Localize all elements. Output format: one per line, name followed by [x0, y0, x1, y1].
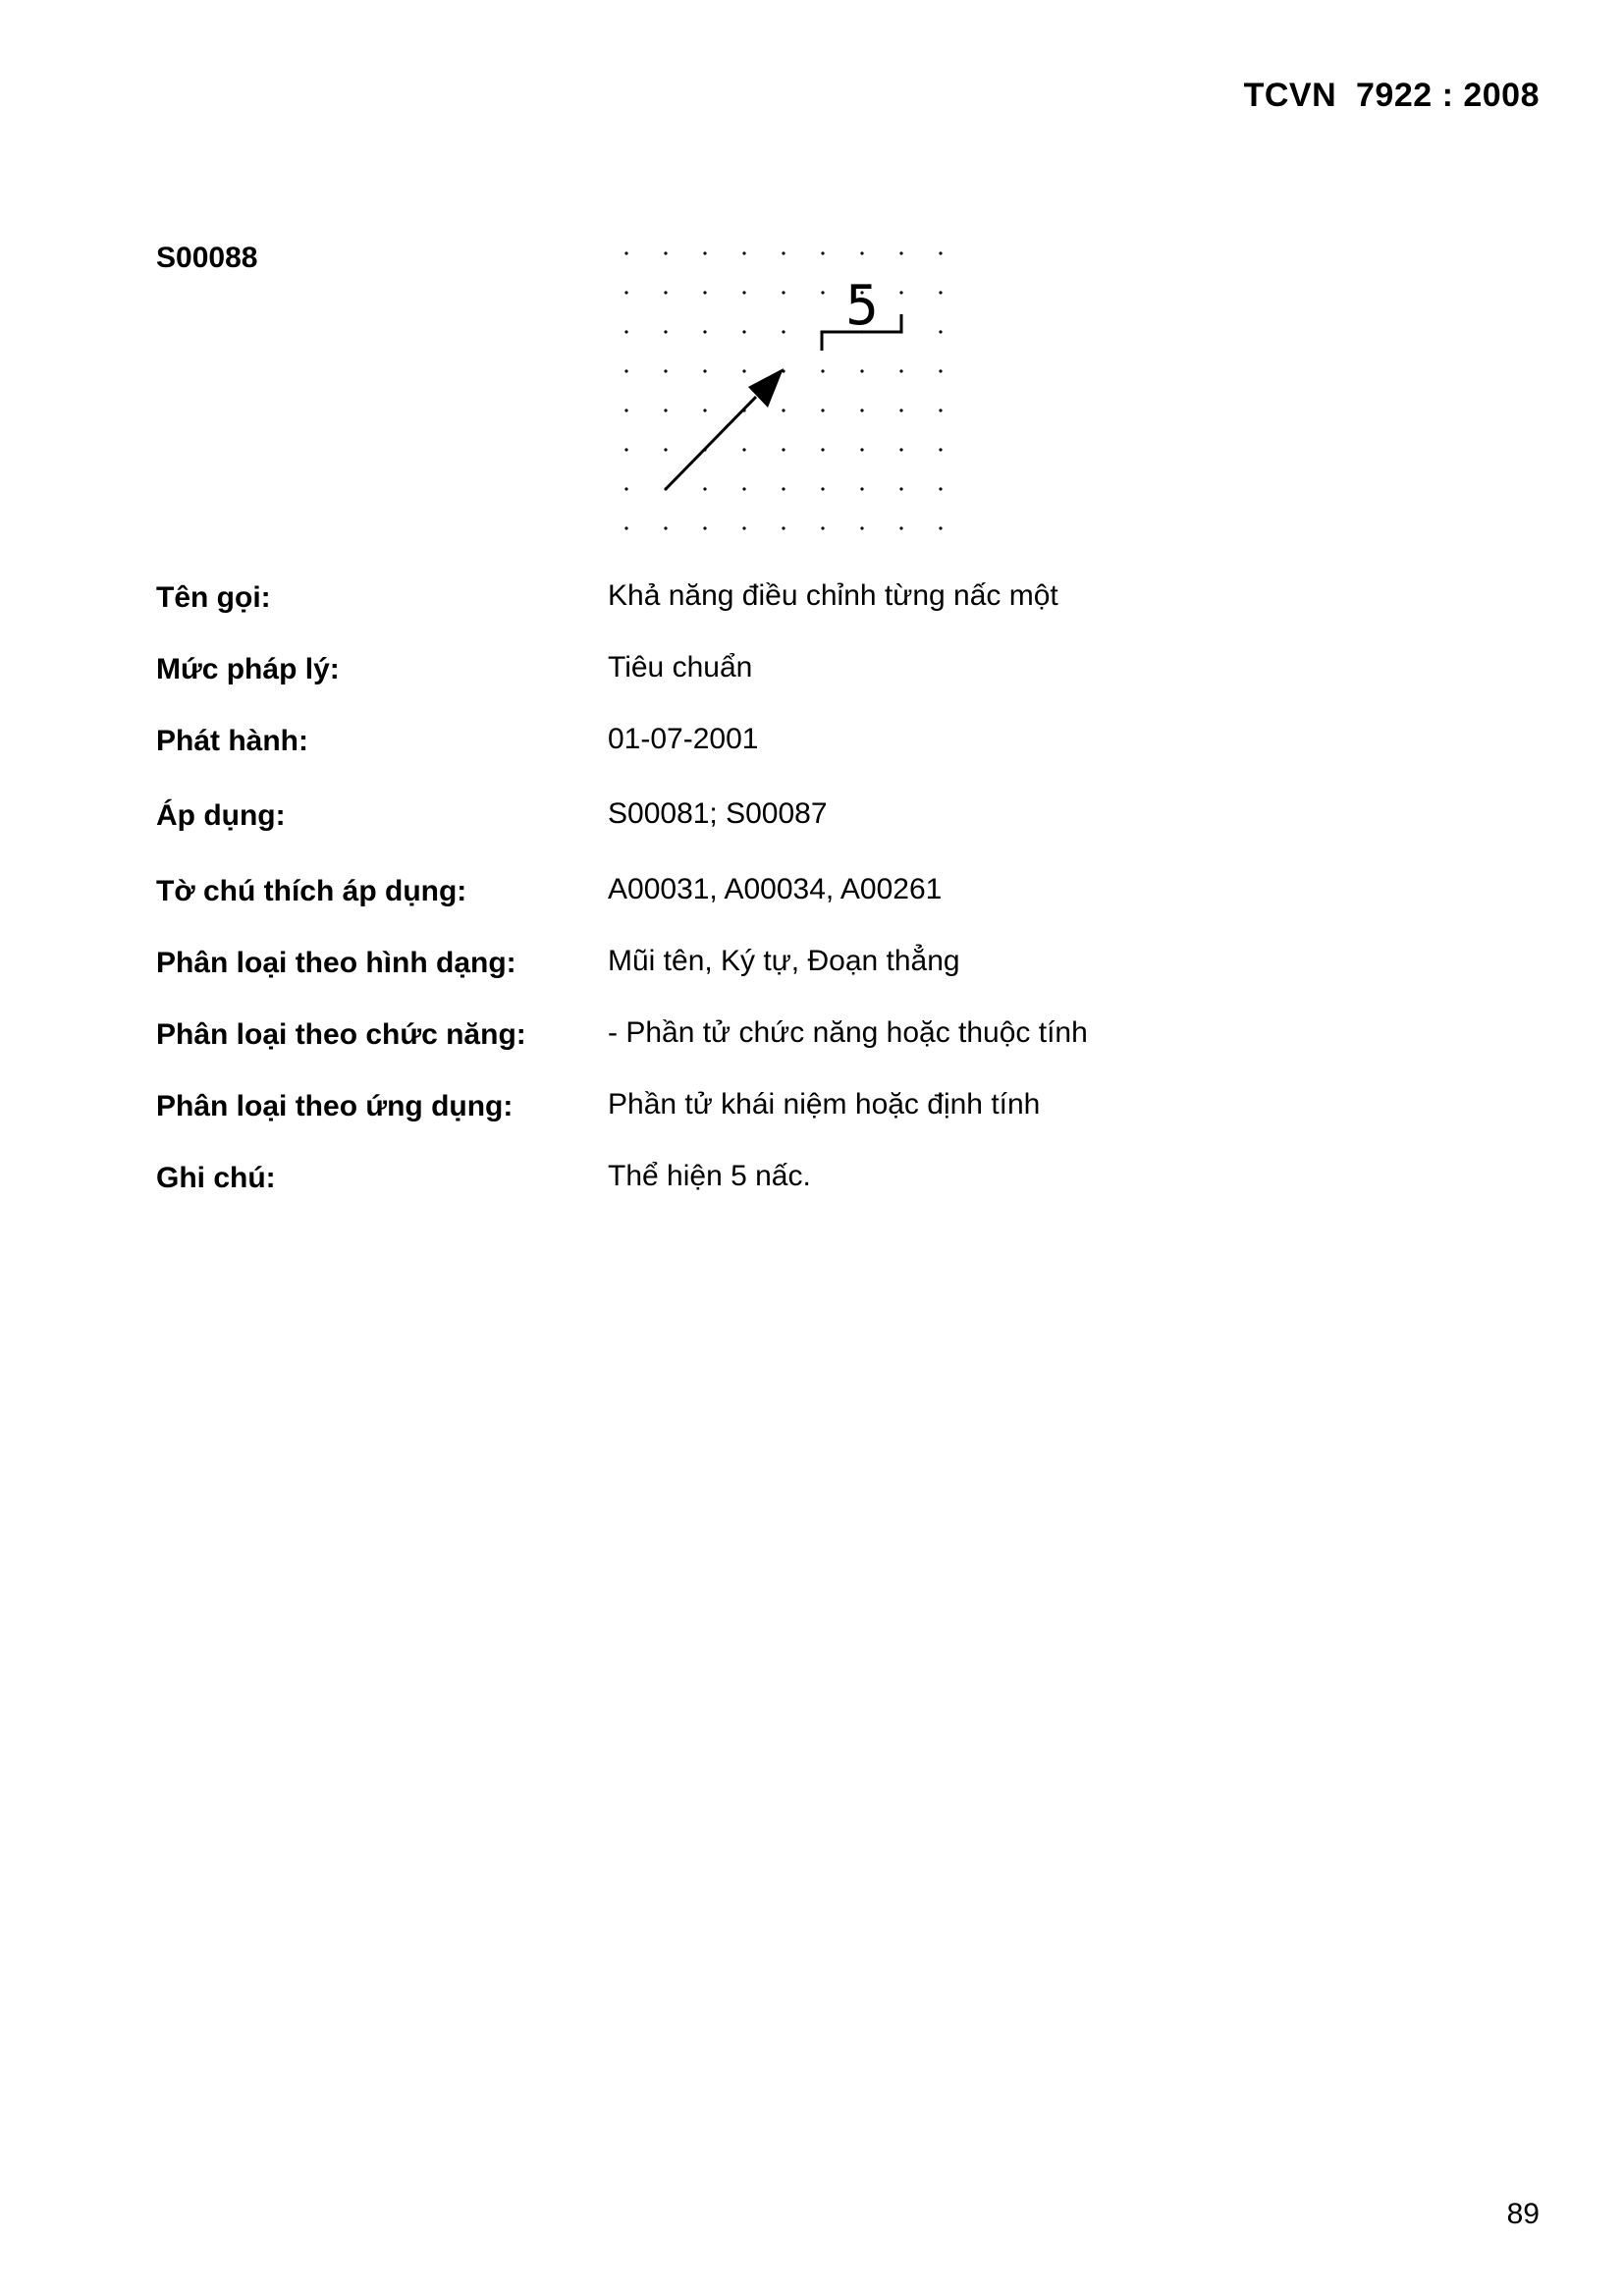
attribute-value: 01-07-2001	[608, 723, 759, 755]
grid-dot	[664, 369, 667, 372]
page-number: 89	[1506, 2198, 1540, 2230]
grid-dot	[624, 409, 627, 411]
attribute-value: Phần tử khái niệm hoặc định tính	[608, 1088, 1041, 1121]
grid-dot	[782, 448, 785, 451]
grid-dot	[860, 487, 863, 490]
grid-dot	[939, 251, 942, 254]
grid-dot	[821, 409, 824, 411]
attribute-row	[156, 581, 1433, 627]
attribute-value: - Phần tử chức năng hoặc thuộc tính	[608, 1016, 1088, 1049]
grid-dot	[899, 409, 902, 411]
grid-dot	[624, 448, 627, 451]
grid-dot	[624, 291, 627, 294]
attribute-label: Ghi chú:	[156, 1162, 276, 1194]
grid-dot	[742, 369, 745, 372]
attribute-label: Phát hành:	[156, 725, 308, 757]
grid-dot	[939, 330, 942, 333]
grid-dot	[624, 369, 627, 372]
attribute-row	[156, 947, 1433, 992]
attribute-row	[156, 875, 1433, 920]
grid-dot	[939, 291, 942, 294]
grid-dot	[742, 291, 745, 294]
grid-dot	[939, 487, 942, 490]
grid-dot	[821, 291, 824, 294]
grid-dot	[821, 487, 824, 490]
grid-dot	[939, 526, 942, 529]
grid-dot	[624, 526, 627, 529]
attribute-value: Mũi tên, Ký tự, Đoạn thẳng	[608, 945, 960, 977]
grid-dot	[939, 369, 942, 372]
grid-dot	[742, 330, 745, 333]
attribute-row	[156, 1018, 1433, 1064]
grid-dot	[821, 369, 824, 372]
attribute-label: Phân loại theo chức năng:	[156, 1018, 526, 1051]
attribute-row	[156, 799, 1433, 845]
grid-dot	[703, 291, 706, 294]
attribute-row	[156, 1162, 1433, 1207]
adjustable-stepwise-symbol-icon	[609, 234, 952, 538]
grid-dot	[899, 487, 902, 490]
grid-dot	[860, 448, 863, 451]
grid-dot	[821, 251, 824, 254]
attribute-value: Tiêu chuẩn	[608, 651, 753, 683]
dot-grid	[624, 251, 942, 529]
attribute-value: Thể hiện 5 nấc.	[608, 1160, 811, 1192]
grid-dot	[782, 487, 785, 490]
grid-dot	[899, 369, 902, 372]
standard-header: TCVN 7922 : 2008	[1243, 77, 1540, 114]
attribute-label: Tên gọi:	[156, 581, 271, 614]
attribute-value: A00031, A00034, A00261	[608, 873, 943, 905]
grid-dot	[821, 526, 824, 529]
grid-dot	[939, 448, 942, 451]
grid-dot	[782, 409, 785, 411]
grid-dot	[899, 251, 902, 254]
attribute-value: S00081; S00087	[608, 797, 828, 830]
arrow-shaft	[666, 397, 756, 489]
grid-dot	[899, 526, 902, 529]
attribute-label: Phân loại theo hình dạng:	[156, 947, 516, 979]
attribute-value: Khả năng điều chỉnh từng nấc một	[608, 579, 1058, 612]
grid-dot	[664, 291, 667, 294]
grid-dot	[782, 330, 785, 333]
grid-dot	[782, 526, 785, 529]
step-count-label: 5	[845, 274, 879, 338]
grid-dot	[664, 251, 667, 254]
grid-dot	[821, 448, 824, 451]
grid-dot	[782, 291, 785, 294]
grid-dot	[703, 330, 706, 333]
grid-dot	[860, 251, 863, 254]
grid-dot	[624, 330, 627, 333]
grid-dot	[782, 251, 785, 254]
grid-dot	[742, 487, 745, 490]
grid-dot	[899, 291, 902, 294]
grid-dot	[939, 409, 942, 411]
grid-dot	[664, 448, 667, 451]
grid-dot	[860, 526, 863, 529]
grid-dot	[624, 487, 627, 490]
grid-dot	[860, 369, 863, 372]
attribute-label: Tờ chú thích áp dụng:	[156, 875, 467, 907]
grid-dot	[742, 251, 745, 254]
attribute-label: Phân loại theo ứng dụng:	[156, 1090, 514, 1122]
grid-dot	[664, 409, 667, 411]
attribute-label: Áp dụng:	[156, 799, 286, 832]
attribute-row	[156, 653, 1433, 698]
grid-dot	[860, 409, 863, 411]
grid-dot	[742, 526, 745, 529]
grid-dot	[703, 409, 706, 411]
arrow-head	[748, 368, 784, 408]
grid-dot	[899, 448, 902, 451]
grid-dot	[624, 251, 627, 254]
grid-dot	[703, 526, 706, 529]
grid-dot	[742, 448, 745, 451]
attribute-row	[156, 1090, 1433, 1135]
symbol-code: S00088	[156, 242, 258, 274]
grid-dot	[664, 526, 667, 529]
grid-dot	[703, 369, 706, 372]
attribute-row	[156, 725, 1433, 770]
attribute-label: Mức pháp lý:	[156, 653, 340, 685]
symbol-figure	[609, 234, 952, 538]
grid-dot	[703, 251, 706, 254]
arrow	[666, 368, 784, 489]
grid-dot	[664, 330, 667, 333]
grid-dot	[703, 487, 706, 490]
